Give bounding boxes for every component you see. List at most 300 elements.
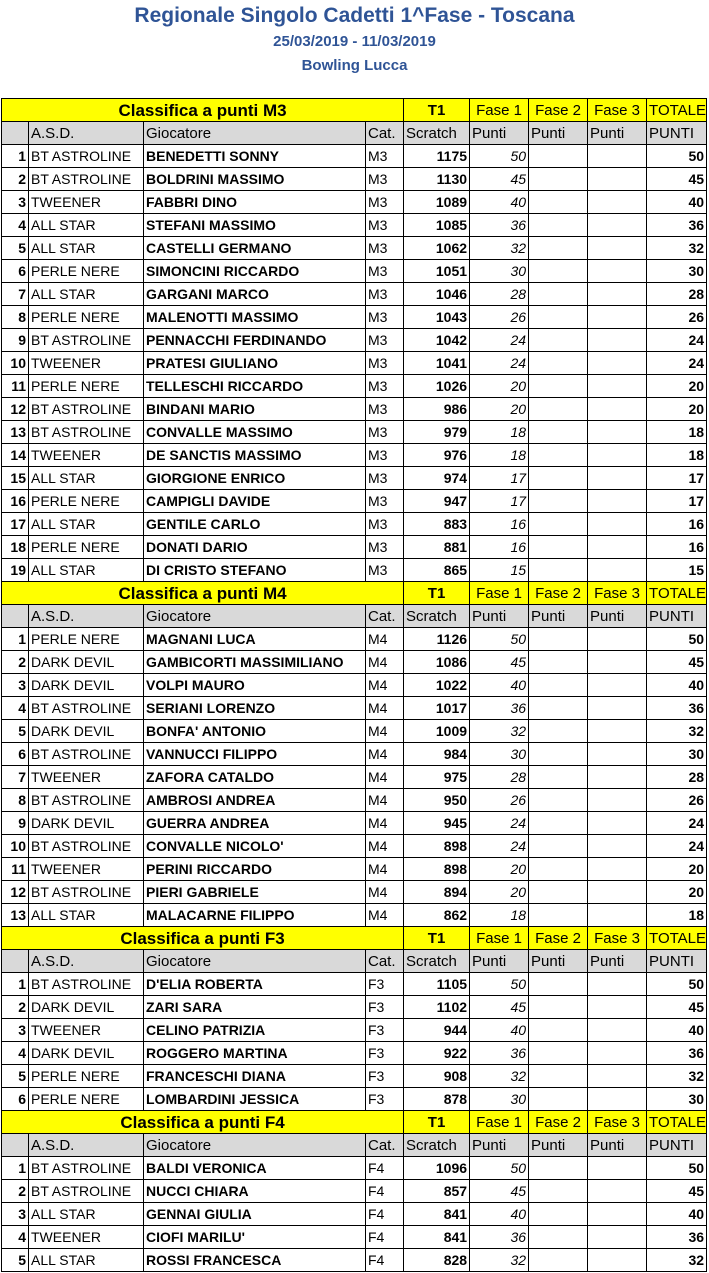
table-row: [2, 697, 707, 720]
table-row: [2, 191, 707, 214]
fase1-points-cell: 17: [470, 467, 529, 490]
club-cell: BT ASTROLINE: [29, 421, 144, 444]
player-cell: ZAFORA CATALDO: [144, 766, 366, 789]
table-row: [2, 421, 707, 444]
rank-cell: 12: [2, 881, 29, 904]
category-cell: M3: [366, 352, 404, 375]
total-points-cell: 45: [647, 1180, 707, 1203]
total-points-cell: 30: [647, 1088, 707, 1111]
category-cell: F3: [366, 1042, 404, 1065]
rank-cell: 4: [2, 214, 29, 237]
player-cell: GENTILE CARLO: [144, 513, 366, 536]
fase2-points-cell: [529, 1088, 588, 1111]
player-cell: BALDI VERONICA: [144, 1157, 366, 1180]
fase3-points-cell: [588, 444, 647, 467]
club-cell: BT ASTROLINE: [29, 1180, 144, 1203]
total-points-cell: 50: [647, 628, 707, 651]
fase3-points-cell: [588, 490, 647, 513]
fase3-points-cell: [588, 1249, 647, 1272]
rank-cell: 4: [2, 1226, 29, 1249]
asd-header: A.S.D.: [29, 605, 144, 628]
fase3-points-cell: [588, 191, 647, 214]
rank-cell: 3: [2, 674, 29, 697]
category-cell: M3: [366, 444, 404, 467]
fase1-points-cell: 36: [470, 214, 529, 237]
club-cell: BT ASTROLINE: [29, 1157, 144, 1180]
player-cell: ZARI SARA: [144, 996, 366, 1019]
giocatore-header: Giocatore: [144, 1134, 366, 1157]
scratch-cell: 1051: [404, 260, 470, 283]
punti-fase2-header: Punti: [529, 1134, 588, 1157]
fase1-points-cell: 36: [470, 697, 529, 720]
player-cell: CIOFI MARILU': [144, 1226, 366, 1249]
table-row: [2, 283, 707, 306]
fase2-points-cell: [529, 145, 588, 168]
fase2-points-cell: [529, 467, 588, 490]
table-row: [2, 720, 707, 743]
fase2-points-cell: [529, 1180, 588, 1203]
fase1-points-cell: 15: [470, 559, 529, 582]
fase3-points-cell: [588, 536, 647, 559]
category-cell: F4: [366, 1226, 404, 1249]
fase3-points-cell: [588, 835, 647, 858]
player-cell: FRANCESCHI DIANA: [144, 1065, 366, 1088]
player-cell: PIERI GABRIELE: [144, 881, 366, 904]
fase3-points-cell: [588, 260, 647, 283]
fase2-points-cell: [529, 766, 588, 789]
player-cell: ROGGERO MARTINA: [144, 1042, 366, 1065]
fase2-points-cell: [529, 375, 588, 398]
fase1-points-cell: 26: [470, 306, 529, 329]
fase2-points-cell: [529, 881, 588, 904]
fase1-points-cell: 30: [470, 260, 529, 283]
fase3-points-cell: [588, 697, 647, 720]
section-title-row: [2, 582, 707, 605]
player-cell: GIORGIONE ENRICO: [144, 467, 366, 490]
total-points-cell: 32: [647, 1065, 707, 1088]
club-cell: ALL STAR: [29, 283, 144, 306]
rank-cell: 4: [2, 697, 29, 720]
scratch-header: Scratch: [404, 950, 470, 973]
fase1-points-cell: 40: [470, 191, 529, 214]
rank-cell: 13: [2, 421, 29, 444]
rank-cell: 3: [2, 191, 29, 214]
player-cell: CASTELLI GERMANO: [144, 237, 366, 260]
total-points-cell: 45: [647, 996, 707, 1019]
club-cell: BT ASTROLINE: [29, 881, 144, 904]
rank-cell: 8: [2, 789, 29, 812]
fase2-points-cell: [529, 697, 588, 720]
table-row: [2, 1157, 707, 1180]
fase1-points-cell: 20: [470, 881, 529, 904]
section-title: Classifica a punti M4: [2, 582, 404, 605]
table-row: [2, 1019, 707, 1042]
category-cell: F3: [366, 973, 404, 996]
t1-header: T1: [404, 927, 470, 950]
player-cell: MALENOTTI MASSIMO: [144, 306, 366, 329]
club-cell: PERLE NERE: [29, 536, 144, 559]
rank-cell: 6: [2, 743, 29, 766]
fase2-points-cell: [529, 260, 588, 283]
rank-cell: 8: [2, 306, 29, 329]
scratch-cell: 828: [404, 1249, 470, 1272]
fase2-points-cell: [529, 812, 588, 835]
category-cell: M3: [366, 145, 404, 168]
fase1-points-cell: 16: [470, 513, 529, 536]
fase2-points-cell: [529, 651, 588, 674]
fase3-header: Fase 3: [588, 927, 647, 950]
scratch-cell: 878: [404, 1088, 470, 1111]
document-venue: Bowling Lucca: [301, 57, 408, 74]
category-cell: M3: [366, 237, 404, 260]
table-row: [2, 881, 707, 904]
table-row: [2, 973, 707, 996]
fase3-points-cell: [588, 973, 647, 996]
fase1-points-cell: 18: [470, 421, 529, 444]
rank-cell: 2: [2, 1180, 29, 1203]
scratch-cell: 883: [404, 513, 470, 536]
total-points-cell: 40: [647, 191, 707, 214]
rank-cell: 13: [2, 904, 29, 927]
fase1-points-cell: 18: [470, 444, 529, 467]
club-cell: BT ASTROLINE: [29, 329, 144, 352]
player-cell: DE SANCTIS MASSIMO: [144, 444, 366, 467]
player-cell: FABBRI DINO: [144, 191, 366, 214]
totale-header: TOTALE: [647, 1111, 707, 1134]
total-points-cell: 24: [647, 812, 707, 835]
fase1-points-cell: 18: [470, 904, 529, 927]
fase1-points-cell: 50: [470, 628, 529, 651]
table-row: [2, 1249, 707, 1272]
table-row: [2, 1226, 707, 1249]
fase1-points-cell: 45: [470, 651, 529, 674]
total-points-cell: 16: [647, 536, 707, 559]
rank-cell: 1: [2, 1157, 29, 1180]
fase2-points-cell: [529, 421, 588, 444]
rank-cell: 18: [2, 536, 29, 559]
club-cell: TWEENER: [29, 191, 144, 214]
table-row: [2, 996, 707, 1019]
fase1-points-cell: 24: [470, 812, 529, 835]
rank-cell: 15: [2, 467, 29, 490]
table-row: [2, 260, 707, 283]
club-cell: TWEENER: [29, 766, 144, 789]
scratch-cell: 1017: [404, 697, 470, 720]
total-points-cell: 20: [647, 375, 707, 398]
total-points-cell: 26: [647, 789, 707, 812]
scratch-cell: 1130: [404, 168, 470, 191]
scratch-cell: 894: [404, 881, 470, 904]
rank-cell: 16: [2, 490, 29, 513]
fase1-header: Fase 1: [470, 582, 529, 605]
club-cell: PERLE NERE: [29, 490, 144, 513]
fase2-points-cell: [529, 490, 588, 513]
rank-cell: 7: [2, 283, 29, 306]
fase2-points-cell: [529, 1019, 588, 1042]
rank-cell: 19: [2, 559, 29, 582]
total-points-cell: 20: [647, 858, 707, 881]
total-points-cell: 36: [647, 1042, 707, 1065]
scratch-cell: 857: [404, 1180, 470, 1203]
fase1-points-cell: 45: [470, 1180, 529, 1203]
table-row: [2, 835, 707, 858]
player-cell: SERIANI LORENZO: [144, 697, 366, 720]
total-points-cell: 28: [647, 283, 707, 306]
scratch-cell: 947: [404, 490, 470, 513]
table-row: [2, 1065, 707, 1088]
fase2-points-cell: [529, 168, 588, 191]
fase1-points-cell: 26: [470, 789, 529, 812]
fase2-points-cell: [529, 214, 588, 237]
club-cell: PERLE NERE: [29, 375, 144, 398]
table-row: [2, 559, 707, 582]
fase1-points-cell: 24: [470, 352, 529, 375]
rank-cell: 1: [2, 628, 29, 651]
table-row: [2, 904, 707, 927]
fase1-points-cell: 36: [470, 1042, 529, 1065]
club-cell: ALL STAR: [29, 904, 144, 927]
fase3-points-cell: [588, 168, 647, 191]
rank-cell: 17: [2, 513, 29, 536]
fase2-points-cell: [529, 1157, 588, 1180]
fase3-points-cell: [588, 766, 647, 789]
category-cell: M4: [366, 835, 404, 858]
scratch-cell: 1175: [404, 145, 470, 168]
punti-total-header: PUNTI: [647, 122, 707, 145]
fase3-points-cell: [588, 1065, 647, 1088]
total-points-cell: 45: [647, 651, 707, 674]
table-row: [2, 398, 707, 421]
player-cell: MAGNANI LUCA: [144, 628, 366, 651]
fase1-points-cell: 50: [470, 973, 529, 996]
category-cell: M3: [366, 536, 404, 559]
category-cell: M3: [366, 467, 404, 490]
cat-header: Cat.: [366, 605, 404, 628]
category-cell: F4: [366, 1180, 404, 1203]
fase1-points-cell: 16: [470, 536, 529, 559]
category-cell: M4: [366, 743, 404, 766]
club-cell: PERLE NERE: [29, 306, 144, 329]
scratch-cell: 979: [404, 421, 470, 444]
t1-header: T1: [404, 1111, 470, 1134]
rank-cell: 12: [2, 398, 29, 421]
standings-table: [1, 98, 707, 1272]
fase3-points-cell: [588, 651, 647, 674]
scratch-cell: 944: [404, 1019, 470, 1042]
club-cell: TWEENER: [29, 858, 144, 881]
fase3-points-cell: [588, 720, 647, 743]
player-cell: GUERRA ANDREA: [144, 812, 366, 835]
total-points-cell: 20: [647, 881, 707, 904]
club-cell: ALL STAR: [29, 214, 144, 237]
category-cell: M4: [366, 628, 404, 651]
fase1-points-cell: 20: [470, 858, 529, 881]
rank-cell: 14: [2, 444, 29, 467]
total-points-cell: 32: [647, 237, 707, 260]
club-cell: TWEENER: [29, 444, 144, 467]
fase2-header: Fase 2: [529, 1111, 588, 1134]
fase3-points-cell: [588, 743, 647, 766]
fase1-points-cell: 30: [470, 743, 529, 766]
player-cell: LOMBARDINI JESSICA: [144, 1088, 366, 1111]
total-points-cell: 18: [647, 904, 707, 927]
scratch-cell: 976: [404, 444, 470, 467]
fase2-points-cell: [529, 536, 588, 559]
table-row: [2, 766, 707, 789]
fase2-points-cell: [529, 1042, 588, 1065]
total-points-cell: 36: [647, 697, 707, 720]
club-cell: BT ASTROLINE: [29, 697, 144, 720]
rank-cell: 11: [2, 858, 29, 881]
fase2-points-cell: [529, 352, 588, 375]
scratch-cell: 1105: [404, 973, 470, 996]
table-row: [2, 789, 707, 812]
club-cell: DARK DEVIL: [29, 651, 144, 674]
fase3-points-cell: [588, 1019, 647, 1042]
fase3-points-cell: [588, 1203, 647, 1226]
player-cell: VANNUCCI FILIPPO: [144, 743, 366, 766]
scratch-cell: 1126: [404, 628, 470, 651]
rank-cell: 5: [2, 237, 29, 260]
fase2-points-cell: [529, 973, 588, 996]
scratch-cell: 1096: [404, 1157, 470, 1180]
total-points-cell: 24: [647, 352, 707, 375]
rank-header: [2, 950, 29, 973]
fase3-points-cell: [588, 812, 647, 835]
total-points-cell: 40: [647, 1203, 707, 1226]
table-row: [2, 168, 707, 191]
punti-fase1-header: Punti: [470, 605, 529, 628]
rank-cell: 11: [2, 375, 29, 398]
total-points-cell: 36: [647, 1226, 707, 1249]
fase1-points-cell: 30: [470, 1088, 529, 1111]
fase1-points-cell: 28: [470, 766, 529, 789]
rank-cell: 3: [2, 1019, 29, 1042]
punti-total-header: PUNTI: [647, 950, 707, 973]
scratch-cell: 1043: [404, 306, 470, 329]
fase3-points-cell: [588, 858, 647, 881]
club-cell: DARK DEVIL: [29, 996, 144, 1019]
scratch-cell: 945: [404, 812, 470, 835]
category-cell: M3: [366, 283, 404, 306]
player-cell: AMBROSI ANDREA: [144, 789, 366, 812]
table-row: [2, 1088, 707, 1111]
fase1-points-cell: 32: [470, 1249, 529, 1272]
fase1-header: Fase 1: [470, 927, 529, 950]
club-cell: TWEENER: [29, 1226, 144, 1249]
category-cell: M3: [366, 260, 404, 283]
player-cell: BENEDETTI SONNY: [144, 145, 366, 168]
rank-cell: 2: [2, 651, 29, 674]
punti-fase1-header: Punti: [470, 950, 529, 973]
totale-header: TOTALE: [647, 927, 707, 950]
total-points-cell: 20: [647, 398, 707, 421]
club-cell: PERLE NERE: [29, 1088, 144, 1111]
fase1-points-cell: 17: [470, 490, 529, 513]
category-cell: M4: [366, 766, 404, 789]
club-cell: BT ASTROLINE: [29, 398, 144, 421]
scratch-cell: 908: [404, 1065, 470, 1088]
category-cell: M3: [366, 306, 404, 329]
fase2-points-cell: [529, 720, 588, 743]
cat-header: Cat.: [366, 122, 404, 145]
player-cell: BOLDRINI MASSIMO: [144, 168, 366, 191]
fase2-header: Fase 2: [529, 99, 588, 122]
club-cell: ALL STAR: [29, 559, 144, 582]
fase3-points-cell: [588, 214, 647, 237]
fase2-points-cell: [529, 674, 588, 697]
player-cell: GARGANI MARCO: [144, 283, 366, 306]
section-title-row: [2, 1111, 707, 1134]
player-cell: DONATI DARIO: [144, 536, 366, 559]
table-row: [2, 513, 707, 536]
club-cell: BT ASTROLINE: [29, 789, 144, 812]
table-row: [2, 352, 707, 375]
category-cell: M3: [366, 329, 404, 352]
category-cell: M3: [366, 513, 404, 536]
category-cell: F3: [366, 1065, 404, 1088]
total-points-cell: 32: [647, 720, 707, 743]
fase2-points-cell: [529, 996, 588, 1019]
category-cell: F4: [366, 1203, 404, 1226]
club-cell: ALL STAR: [29, 513, 144, 536]
total-points-cell: 45: [647, 168, 707, 191]
fase2-points-cell: [529, 1203, 588, 1226]
total-points-cell: 50: [647, 973, 707, 996]
table-row: [2, 444, 707, 467]
fase2-points-cell: [529, 513, 588, 536]
total-points-cell: 24: [647, 835, 707, 858]
table-row: [2, 674, 707, 697]
scratch-header: Scratch: [404, 605, 470, 628]
punti-fase3-header: Punti: [588, 122, 647, 145]
player-cell: STEFANI MASSIMO: [144, 214, 366, 237]
total-points-cell: 26: [647, 306, 707, 329]
fase3-header: Fase 3: [588, 99, 647, 122]
rank-cell: 9: [2, 329, 29, 352]
fase3-header: Fase 3: [588, 1111, 647, 1134]
category-cell: M4: [366, 812, 404, 835]
table-row: [2, 1042, 707, 1065]
fase3-points-cell: [588, 881, 647, 904]
rank-cell: 4: [2, 1042, 29, 1065]
club-cell: PERLE NERE: [29, 260, 144, 283]
club-cell: BT ASTROLINE: [29, 145, 144, 168]
category-cell: M4: [366, 651, 404, 674]
column-header-row: [2, 950, 707, 973]
column-header-row: [2, 605, 707, 628]
player-cell: GENNAI GIULIA: [144, 1203, 366, 1226]
category-cell: M4: [366, 789, 404, 812]
fase1-points-cell: 24: [470, 835, 529, 858]
category-cell: F4: [366, 1157, 404, 1180]
fase1-header: Fase 1: [470, 1111, 529, 1134]
fase3-points-cell: [588, 1226, 647, 1249]
table-row: [2, 812, 707, 835]
rank-header: [2, 605, 29, 628]
category-cell: F4: [366, 1249, 404, 1272]
fase1-points-cell: 50: [470, 145, 529, 168]
scratch-cell: 898: [404, 835, 470, 858]
club-cell: PERLE NERE: [29, 1065, 144, 1088]
punti-fase2-header: Punti: [529, 950, 588, 973]
total-points-cell: 50: [647, 145, 707, 168]
club-cell: PERLE NERE: [29, 628, 144, 651]
category-cell: F3: [366, 996, 404, 1019]
category-cell: M3: [366, 421, 404, 444]
category-cell: M4: [366, 720, 404, 743]
fase3-points-cell: [588, 329, 647, 352]
